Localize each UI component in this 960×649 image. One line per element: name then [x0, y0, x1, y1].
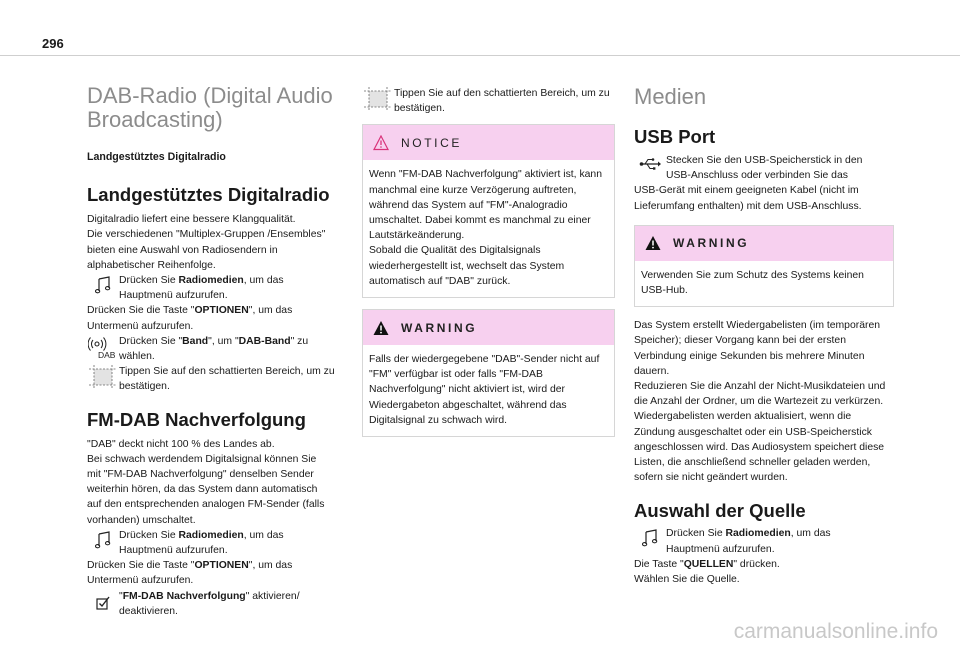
dab-subhead: Landgestütztes Digitalradio: [87, 151, 226, 163]
shaded-area-icon: [87, 364, 119, 389]
music-note-icon: [87, 528, 119, 549]
column-3: Medien USB Port Stecken Sie den USB-Speicherstick in den USB-Anschluss oder verbinden Sie das USB-Gerät mit einem geeigneten Kabel (nicht im Lieferumfang enthalten) mit dem USB-Anschluss. WARNING Verwenden Sie zum Schutz des Systems keinen USB-Hub. Das System erstellt Wiedergabelisten (im temporären Speicher); dieser Vorgang kann bei der ersten Verbindung einige Sekunden bis mehrere Minuten dauern. Reduzieren Sie die Anzahl der Nicht-Musikdateien und die Anzahl der Ordner, um die Wartezeit zu verkürzen. Wiedergabelisten werden aktualisiert, wenn die Zündung ausgeschaltet oder ein USB-Speicherstick angeschlossen wird. Das Audiosystem speichert diese Listen, die anschließend schneller geladen werden, sofern sie nicht geändert wurden. Auswahl der Quelle Drücken Sie Radiomedien, um das Hauptmenü aufzurufen. Die Taste "QUELLEN" drücken. Wählen Sie die Quelle.: [634, 80, 894, 587]
warning-label: WARNING: [401, 320, 478, 335]
step-radiomedien-2: Drücken Sie Radiomedien, um das Hauptmenü aufzurufen.: [87, 528, 337, 558]
shaded-area-icon: [362, 86, 394, 111]
warning-triangle-icon: [645, 235, 661, 251]
warning-body: Falls der wiedergegebene "DAB"-Sender nicht auf "FM" verfügbar ist oder falls "FM-DAB Nachverfolgung" nicht aktiviert ist, wird der Wiedergabeton abgeschaltet, während das Digitalsignal zu schwach wird.: [369, 354, 600, 426]
svg-text:DAB: DAB: [98, 349, 116, 359]
usb-playlist-paragraph: Das System erstellt Wiedergabelisten (im temporären Speicher); dieser Vorgang kann bei der ersten Verbindung einige Sekunden bis mehrere Minuten dauern. Reduzieren Sie die Anzahl der Nicht-Musikdateien und die Anzahl der Ordner, um die Wartezeit zu verkürzen. Wiedergabelisten werden aktualisiert, wenn die Zündung ausgeschaltet oder ein USB-Speicherstick angeschlossen wird. Das Audiosystem speichert diese Listen, die anschließend schneller geladen werden, sofern sie nicht geändert wurden.: [634, 320, 886, 484]
section-heading-usb: USB Port: [634, 126, 716, 147]
page-number: 296: [42, 36, 64, 51]
notice-header: [363, 125, 614, 160]
notice-box: [362, 124, 615, 298]
step-tap-shaded: Tippen Sie auf den schattierten Bereich, um zu bestätigen.: [87, 364, 337, 394]
top-rule: [0, 55, 960, 56]
warning-triangle-icon: [373, 135, 389, 151]
step-radiomedien: Drücken Sie Radiomedien, um das Hauptmenü aufzurufen.: [87, 273, 337, 303]
music-note-icon: [87, 273, 119, 294]
usb-warning-body: Verwenden Sie zum Schutz des Systems keinen USB-Hub.: [641, 269, 864, 297]
notice-label: NOTICE: [401, 135, 462, 150]
section-heading-source: Auswahl der Quelle: [634, 500, 806, 522]
step-usb: Stecken Sie den USB-Speicherstick in den USB-Anschluss oder verbinden Sie das: [634, 153, 894, 183]
music-note-icon: [634, 526, 666, 547]
usb-warning-box: [634, 225, 894, 307]
digitalradio-intro: Digitalradio liefert eine bessere Klangqualität. Die verschiedenen "Multiplex-Gruppen /Ensembles" bieten eine Auswahl von Radiosendern in alphabetischer Reihenfolge.: [87, 214, 326, 271]
medien-title: Medien: [634, 84, 707, 109]
checkbox-icon: [87, 589, 119, 610]
notice-body: Wenn "FM-DAB Nachverfolgung" aktiviert ist, kann manchmal eine kurze Verzögerung auftreten, während das System auf "FM"-Analogradio umschaltet. Dabei kommt es manchmal zu einer Lautstärkeänderung. Sobald die Qualität des Digitalsignals wiederhergestellt ist, wechselt das System automatisch auf "DAB" zurück.: [369, 169, 602, 287]
column-2: [362, 86, 615, 437]
section-heading-digitalradio: Landgestütztes Digitalradio: [87, 184, 330, 206]
step-tap-shaded-2: Tippen Sie auf den schattierten Bereich, um zu bestätigen.: [362, 86, 615, 116]
section-heading-fm-dab: FM-DAB Nachverfolgung: [87, 408, 306, 430]
usb-icon: [634, 153, 666, 171]
dab-antenna-icon: [87, 334, 119, 359]
usb-warning-label: WARNING: [673, 236, 750, 251]
step-fm-dab-toggle: "FM-DAB Nachverfolgung" aktivieren/ deaktivieren.: [87, 589, 337, 619]
warning-box: [362, 309, 615, 437]
step-band: DAB Drücken Sie "Band", um "DAB-Band" zu wählen.: [87, 334, 337, 364]
dab-title: DAB-Radio (Digital Audio Broadcasting): [87, 83, 333, 132]
usb-warning-header: [635, 226, 893, 261]
watermark: carmanualsonline.info: [733, 620, 938, 643]
column-1: DAB-Radio (Digital Audio Broadcasting) Landgestütztes Digitalradio Landgestütztes Digitalradio Digitalradio liefert eine bessere Klangqualität. Die verschiedenen "Multiplex-Gruppen /Ensembles" bieten eine Auswahl von Radiosendern in alphabetischer Reihenfolge. Drücken Sie Radiomedien, um das Hauptmenü aufzurufen. Drücken Sie die Taste "OPTIONEN", um das Untermenü aufzurufen. DAB Drücken Sie "Band", um "DAB-Band" zu wählen. Tippen Sie auf den schattierten Bereich, um zu bestätigen. FM-DAB Nachverfolgung "DAB" deckt nicht 100 % des Landes ab. Bei schwach werdendem Digitalsignal können Sie mit "FM-DAB Nachverfolgung" denselben Sender weiterhin hören, da das System dann automatisch auf den entsprechenden analogen FM-Sender (falls vorhanden) umschaltet. Drücken Sie Radiomedien, um das Hauptmenü aufzurufen. Drücken Sie die Taste "OPTIONEN", um das Untermenü aufzurufen. "FM-DAB Nachverfolgung" aktivieren/ deaktivieren.: [87, 80, 337, 619]
warning-header: [363, 310, 614, 345]
step-radiomedien-3: Drücken Sie Radiomedien, um das Hauptmenü aufzurufen.: [634, 526, 894, 556]
warning-triangle-icon: [373, 320, 389, 336]
fm-dab-intro: "DAB" deckt nicht 100 % des Landes ab. Bei schwach werdendem Digitalsignal können Sie mit "FM-DAB Nachverfolgung" denselben Sender weiterhin hören, da das System dann automatisch auf den entsprechenden analogen FM-Sender (falls vorhanden) umschaltet.: [87, 438, 325, 526]
